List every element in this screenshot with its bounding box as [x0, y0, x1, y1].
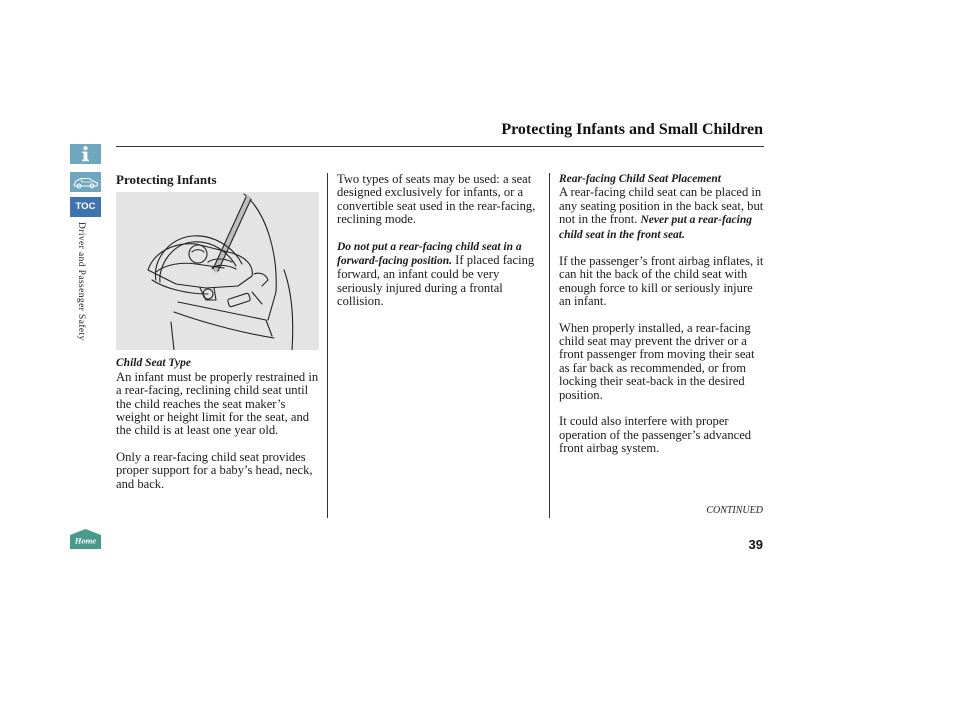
placement-paragraph [559, 186, 765, 242]
info-icon-glyph [70, 144, 101, 164]
paragraph-gap [559, 309, 765, 322]
continued-label: CONTINUED [706, 505, 763, 516]
airbag-paragraph: If the passenger’s front airbag inflates, it can hit the back of the child seat with enough force to kill or seriously injure an infant. [559, 254, 764, 309]
column-3 [559, 173, 765, 455]
toc-button[interactable]: TOC [70, 197, 101, 217]
car-icon-glyph [70, 172, 101, 192]
paragraph-gap [116, 438, 320, 451]
car-icon[interactable] [70, 172, 101, 192]
placement-text: A rear-facing child seat can be placed in any seating position in the back seat, but not in the front. [559, 185, 764, 227]
home-label: Home [74, 535, 97, 546]
section-heading: Protecting Infants [116, 172, 217, 187]
column-divider-1 [327, 173, 328, 518]
support-paragraph: Only a rear-facing child seat provides proper support for a baby’s head, neck, and back. [116, 449, 313, 491]
page-number: 39 [748, 537, 763, 552]
column-1 [116, 173, 320, 491]
child-seat-type-subheading: Child Seat Type [116, 357, 191, 370]
forward-facing-warning-bold: Do not put a rear-facing child seat in a forward-facing position. [337, 240, 522, 268]
placement-warning-bold: Never put a rear-facing child seat in the front seat. [559, 214, 752, 241]
infant-seat-drawing [116, 192, 319, 350]
column-divider-2 [549, 173, 550, 518]
paragraph-gap [337, 227, 543, 240]
title-rule [116, 146, 764, 147]
interference-paragraph: It could also interfere with proper operation of the passenger’s advanced front airbag system. [559, 414, 752, 455]
forward-facing-warning [337, 240, 543, 309]
home-icon [70, 529, 101, 549]
forward-facing-warning-text: If placed facing forward, an infant could be very seriously injured during a frontal collision. [337, 253, 535, 309]
infant-seat-illustration [116, 192, 319, 350]
page-title: Protecting Infants and Small Children [501, 121, 763, 138]
section-label: Driver and Passenger Safety [76, 222, 86, 341]
installation-paragraph: When properly installed, a rear-facing child seat may prevent the driver or a front passenger from moving their seat as far back as recommended, or from locking their seat-back in the desired position. [559, 320, 755, 402]
seat-types-paragraph: Two types of seats may be used: a seat designed exclusively for infants, or a convertible seat used in the rear-facing, reclining mode. [337, 172, 536, 227]
child-seat-type-paragraph: An infant must be properly restrained in a rear-facing, reclining child seat until the child reaches the seat maker’s weight or height limit for the seat, and the child is at least one year old. [116, 369, 319, 438]
info-icon[interactable] [70, 144, 101, 164]
placement-subheading: Rear-facing Child Seat Placement [559, 173, 721, 185]
home-button[interactable] [70, 529, 101, 549]
column-2 [337, 173, 543, 309]
